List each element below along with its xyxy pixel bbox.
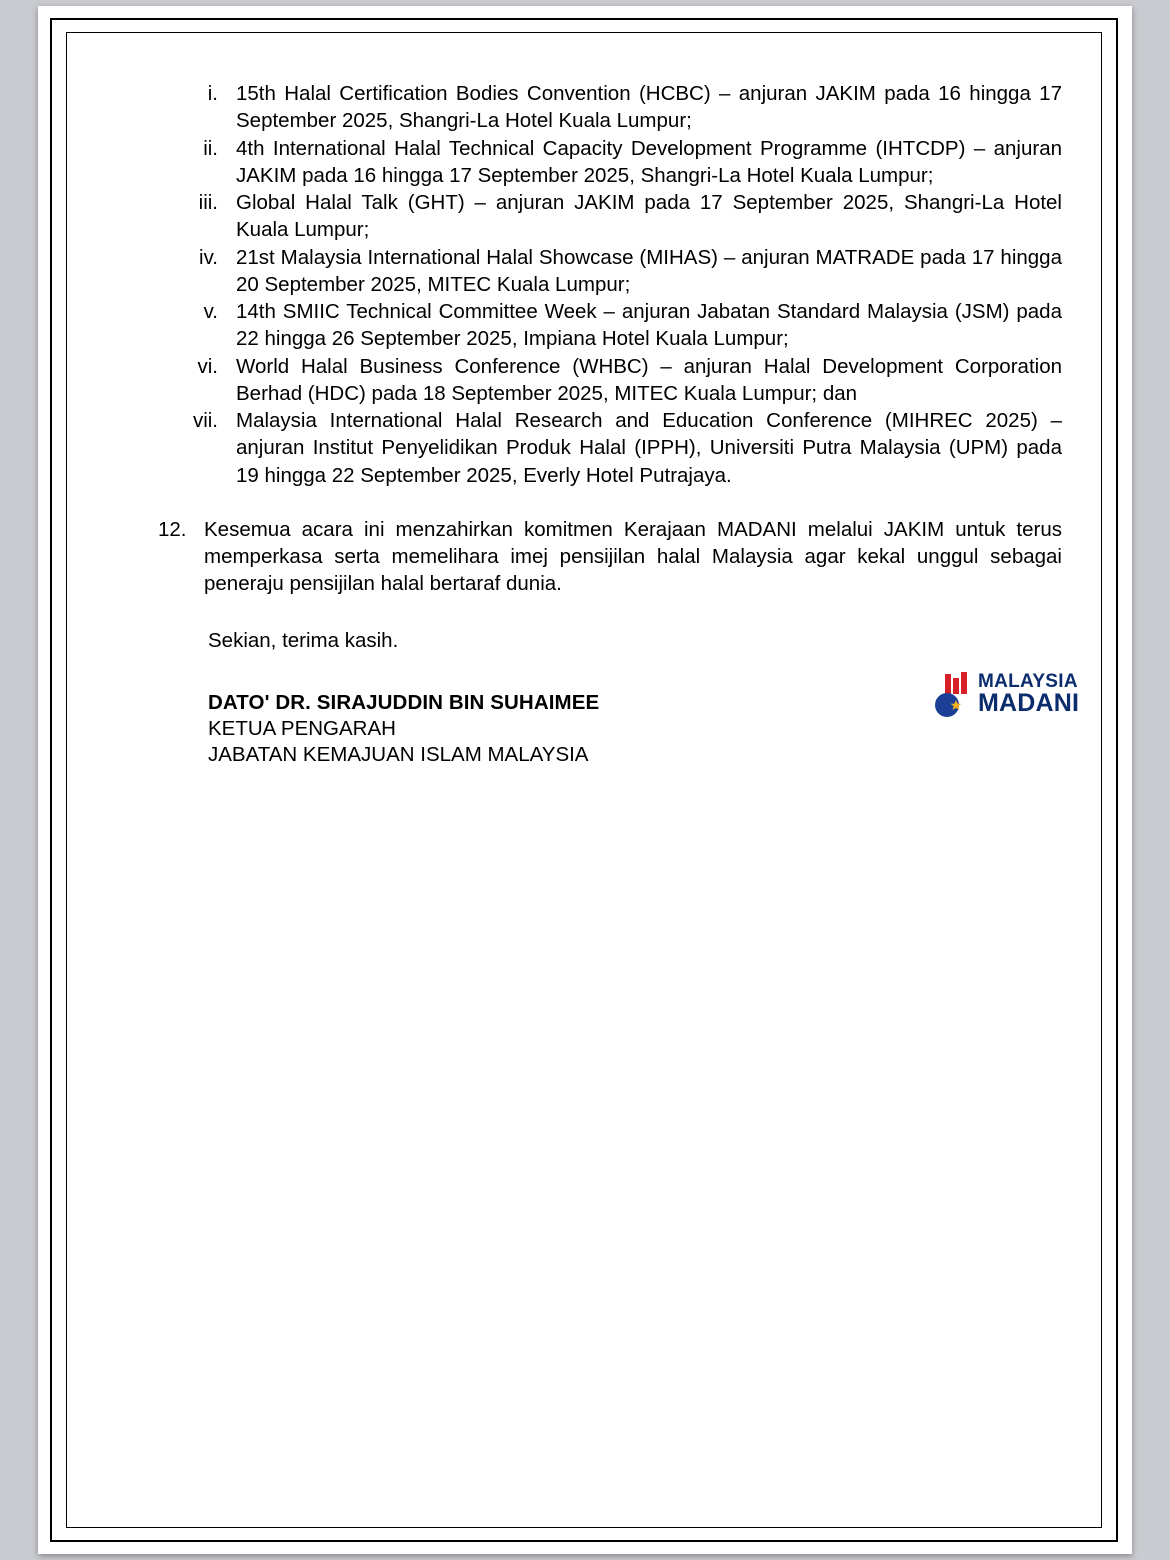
signatory-title: KETUA PENGARAH [208, 716, 396, 740]
madani-logo-text [978, 672, 1079, 717]
closing-line: Sekian, terima kasih. [208, 628, 399, 652]
list-item-text: 4th International Halal Technical Capacity Development Programme (IHTCDP) – anjuran JAKIM pada 16 hingga 17 September 2025, Shangri-La Hotel Kuala Lumpur; [236, 136, 1062, 187]
paragraph-12 [152, 516, 1062, 598]
list-item-text: 15th Halal Certification Bodies Convention (HCBC) – anjuran JAKIM pada 16 hingga 17 September 2025, Shangri-La Hotel Kuala Lumpur; [236, 82, 1062, 133]
signature-block [152, 690, 1062, 769]
list-item [152, 244, 1062, 299]
list-item [152, 407, 1062, 489]
list-marker: vii. [192, 409, 218, 432]
list-item-text: Global Halal Talk (GHT) – anjuran JAKIM pada 17 September 2025, Shangri-La Hotel Kuala Lumpur; [236, 191, 1062, 242]
list-marker: vi. [197, 354, 218, 378]
list-item-text: World Halal Business Conference (WHBC) – anjuran Halal Development Corporation Berhad (HDC) pada 18 September 2025, MITEC Kuala Lumpur; dan [236, 354, 1062, 405]
list-item [152, 80, 1062, 135]
signatory-name: DATO' DR. SIRAJUDDIN BIN SUHAIMEE [208, 690, 600, 714]
list-item [152, 353, 1062, 408]
list-item [152, 135, 1062, 190]
list-marker: iii. [198, 191, 218, 214]
list-marker: v. [203, 300, 218, 323]
paragraph-text: Kesemua acara ini menzahirkan komitmen Kerajaan MADANI melalui JAKIM untuk terus memperkasa serta memelihara imej pensijilan halal Malaysia agar kekal unggul sebagai peneraju pensijilan halal bertaraf dunia. [204, 517, 1062, 596]
list-item-text: 14th SMIIC Technical Committee Week – anjuran Jabatan Standard Malaysia (JSM) pada 22 hingga 26 September 2025, Impiana Hotel Kuala Lumpur; [236, 300, 1062, 351]
madani-logo-icon [932, 672, 974, 718]
list-item-text: 21st Malaysia International Halal Showcase (MIHAS) – anjuran MATRADE pada 17 hingga 20 September 2025, MITEC Kuala Lumpur; [236, 245, 1062, 296]
paragraph-number: 12. [158, 517, 187, 541]
document-page [50, 18, 1118, 1542]
logo-line-2: MADANI [978, 689, 1080, 718]
logo-line-1: MALAYSIA [978, 671, 1078, 692]
document-content [152, 80, 1062, 768]
list-item [152, 298, 1062, 353]
list-marker: ii. [203, 136, 218, 160]
signatory-organisation: JABATAN KEMAJUAN ISLAM MALAYSIA [208, 743, 589, 767]
list-item [152, 189, 1062, 244]
list-item-text: Malaysia International Halal Research and Education Conference (MIHREC 2025) – anjuran Institut Penyelidikan Produk Halal (IPPH), Universiti Putra Malaysia (UPM) pada 19 hingga 22 September 2025, Everly Hotel Putrajaya. [236, 409, 1062, 487]
list-marker: i. [207, 82, 218, 105]
malaysia-madani-logo [932, 670, 1084, 722]
events-roman-list [152, 80, 1062, 489]
list-marker: iv. [199, 245, 218, 269]
